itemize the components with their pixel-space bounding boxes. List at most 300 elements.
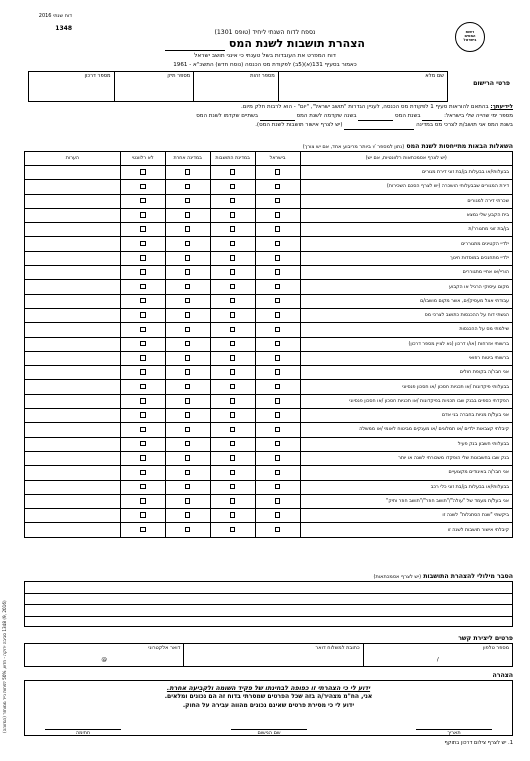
question-row <box>25 523 513 537</box>
checkbox-israel[interactable] <box>275 441 281 447</box>
checkbox-other-country[interactable] <box>185 312 191 318</box>
checkbox-treaty-country[interactable] <box>230 412 236 418</box>
checkbox-not-relevant[interactable] <box>140 298 146 304</box>
checkbox-israel[interactable] <box>275 284 281 290</box>
explanation-textarea[interactable] <box>24 581 513 627</box>
question-row <box>25 480 513 494</box>
residency-country-input[interactable] <box>344 129 414 130</box>
notes-input[interactable] <box>25 180 121 194</box>
checkbox-israel[interactable] <box>275 398 281 404</box>
cell-other-country <box>165 380 210 394</box>
cell-treaty-country <box>210 351 255 365</box>
cell-other-country <box>165 423 210 437</box>
question-row <box>25 351 513 365</box>
question-row <box>25 194 513 208</box>
question-text: ילדיי הקטינים מתגוררים <box>300 237 513 251</box>
checkbox-treaty-country[interactable] <box>230 455 236 461</box>
question-row <box>25 337 513 351</box>
checkbox-israel[interactable] <box>275 212 281 218</box>
passport-number-field[interactable]: מספר דרכון <box>84 73 111 79</box>
cell-other-country <box>165 494 210 508</box>
cell-not-relevant <box>120 323 165 337</box>
checkbox-israel[interactable] <box>275 226 281 232</box>
checkbox-other-country[interactable] <box>185 498 191 504</box>
side-note: (2016 ,9) 1348 סביבה ירוקה - חדש, 50% לפחות נייר ממוחזר (המזוהה) <box>2 600 7 733</box>
notes-input[interactable] <box>25 466 121 480</box>
cell-treaty-country <box>210 166 255 180</box>
checkbox-israel[interactable] <box>275 455 281 461</box>
explanation-line <box>25 594 512 606</box>
info-lead: לידיעתך: <box>490 104 513 110</box>
checkbox-israel[interactable] <box>275 255 281 261</box>
cell-not-relevant <box>120 423 165 437</box>
contact-box <box>24 643 513 667</box>
checkbox-treaty-country[interactable] <box>230 312 236 318</box>
checkbox-treaty-country[interactable] <box>230 484 236 490</box>
notes-input[interactable] <box>25 509 121 523</box>
question-text: הפקדתי כספים בבנק שבו תכניות בפיקדונות /או תכניות חסכון /או חסכון פנסיוני <box>300 394 513 408</box>
checkbox-not-relevant[interactable] <box>140 341 146 347</box>
cell-other-country <box>165 280 210 294</box>
checkbox-treaty-country[interactable] <box>230 427 236 433</box>
checkbox-treaty-country[interactable] <box>230 512 236 518</box>
cell-israel <box>255 323 300 337</box>
explanation-line <box>25 617 512 629</box>
checkbox-not-relevant[interactable] <box>140 498 146 504</box>
question-text: מקום עיסוקי הרגיל או הקבוע <box>300 280 513 294</box>
question-text: הוריי/או אחיי מתגוררים <box>300 266 513 280</box>
question-row <box>25 451 513 465</box>
notes-input[interactable] <box>25 394 121 408</box>
checkbox-israel[interactable] <box>275 241 281 247</box>
cell-israel <box>255 480 300 494</box>
checkbox-israel[interactable] <box>275 298 281 304</box>
checkbox-other-country[interactable] <box>185 441 191 447</box>
checkbox-israel[interactable] <box>275 327 281 333</box>
checkbox-israel[interactable] <box>275 312 281 318</box>
cell-other-country <box>165 208 210 222</box>
question-row <box>25 308 513 322</box>
cell-treaty-country <box>210 323 255 337</box>
cell-not-relevant <box>120 509 165 523</box>
question-row <box>25 223 513 237</box>
question-text: קיבלתי קצבאות ילדים /או תמלוגים /או מענקים מביטוח לאומי /או ממשלה <box>300 423 513 437</box>
notes-input[interactable] <box>25 223 121 237</box>
cell-treaty-country <box>210 251 255 265</box>
notes-input[interactable] <box>25 251 121 265</box>
notes-input[interactable] <box>25 380 121 394</box>
checkbox-not-relevant[interactable] <box>140 398 146 404</box>
legal-reference: כאמור בסעיף 131(א)(5ב) לפקודת מס הכנסה (נוסח חדש) התשכ"א - 1961 <box>173 62 357 68</box>
notes-input[interactable] <box>25 351 121 365</box>
checkbox-treaty-country[interactable] <box>230 369 236 375</box>
cell-israel <box>255 351 300 365</box>
checkbox-not-relevant[interactable] <box>140 355 146 361</box>
question-row <box>25 409 513 423</box>
checkbox-treaty-country[interactable] <box>230 284 236 290</box>
cell-treaty-country <box>210 437 255 451</box>
cell-treaty-country <box>210 194 255 208</box>
cell-not-relevant <box>120 480 165 494</box>
notes-input[interactable] <box>25 409 121 423</box>
question-text: ילדיי מתחנכים במוסדות חינוך <box>300 251 513 265</box>
checkbox-not-relevant[interactable] <box>140 255 146 261</box>
cell-treaty-country <box>210 409 255 423</box>
checkbox-other-country[interactable] <box>185 512 191 518</box>
explanation-line <box>25 582 512 594</box>
questions-table <box>24 151 513 538</box>
cell-israel <box>255 280 300 294</box>
checkbox-not-relevant[interactable] <box>140 312 146 318</box>
checkbox-israel[interactable] <box>275 369 281 375</box>
cell-israel <box>255 208 300 222</box>
cell-not-relevant <box>120 466 165 480</box>
checkbox-other-country[interactable] <box>185 341 191 347</box>
question-row <box>25 237 513 251</box>
checkbox-not-relevant[interactable] <box>140 198 146 204</box>
signature-slot[interactable]: חתימה <box>45 729 121 737</box>
id-number-field[interactable]: מספר זהות <box>193 72 278 101</box>
notes-input[interactable] <box>25 323 121 337</box>
notes-input[interactable] <box>25 166 121 180</box>
question-text: אני חבר/ה באיגודים מקצועיים <box>300 466 513 480</box>
checkbox-israel[interactable] <box>275 412 281 418</box>
checkbox-israel[interactable] <box>275 527 281 533</box>
cell-treaty-country <box>210 380 255 394</box>
checkbox-not-relevant[interactable] <box>140 184 146 190</box>
cell-israel <box>255 266 300 280</box>
cell-not-relevant <box>120 208 165 222</box>
cell-not-relevant <box>120 308 165 322</box>
question-row <box>25 251 513 265</box>
cell-israel <box>255 409 300 423</box>
footnote: 1. יש לצרף צילום דרכון בתוקף <box>444 740 513 746</box>
notes-input[interactable] <box>25 494 121 508</box>
cell-israel <box>255 237 300 251</box>
checkbox-other-country[interactable] <box>185 198 191 204</box>
phone-field[interactable]: מספר טלפון / <box>363 644 512 666</box>
question-text: אני בעל/ת מניות בחברה בני אדם <box>300 409 513 423</box>
checkbox-other-country[interactable] <box>185 184 191 190</box>
checkbox-treaty-country[interactable] <box>230 226 236 232</box>
appendix-line: נספח לדוח השנתי ליחיד (טופס 1301) <box>214 29 316 36</box>
cell-not-relevant <box>120 380 165 394</box>
cell-other-country <box>165 366 210 380</box>
cell-treaty-country <box>210 208 255 222</box>
date-signature-slot[interactable]: תאריך <box>416 729 492 737</box>
cell-other-country <box>165 337 210 351</box>
cell-not-relevant <box>120 437 165 451</box>
notes-input[interactable] <box>25 237 121 251</box>
cell-treaty-country <box>210 337 255 351</box>
notes-input[interactable] <box>25 194 121 208</box>
col-other-country: במדינה אחרת <box>165 152 210 166</box>
question-row <box>25 437 513 451</box>
checkbox-other-country[interactable] <box>185 298 191 304</box>
checkbox-other-country[interactable] <box>185 241 191 247</box>
checkbox-not-relevant[interactable] <box>140 327 146 333</box>
checkbox-other-country[interactable] <box>185 527 191 533</box>
question-text: בבעלותי פיקדונות /או תכניות חסכון /או חסכון פנסיוני <box>300 380 513 394</box>
checkbox-other-country[interactable] <box>185 169 191 175</box>
checkbox-not-relevant[interactable] <box>140 269 146 275</box>
cell-other-country <box>165 180 210 194</box>
checkbox-other-country[interactable] <box>185 455 191 461</box>
cell-other-country <box>165 237 210 251</box>
cell-other-country <box>165 351 210 365</box>
notes-input[interactable] <box>25 266 121 280</box>
checkbox-not-relevant[interactable] <box>140 527 146 533</box>
taxpayer-name-slot[interactable]: שם הנישום <box>231 729 307 737</box>
question-row <box>25 266 513 280</box>
checkbox-other-country[interactable] <box>185 470 191 476</box>
cell-treaty-country <box>210 423 255 437</box>
checkbox-other-country[interactable] <box>185 484 191 490</box>
checkbox-israel[interactable] <box>275 269 281 275</box>
checkbox-not-relevant[interactable] <box>140 169 146 175</box>
checkbox-not-relevant[interactable] <box>140 284 146 290</box>
cell-other-country <box>165 394 210 408</box>
cell-treaty-country <box>210 280 255 294</box>
notes-input[interactable] <box>25 208 121 222</box>
cell-israel <box>255 251 300 265</box>
file-number-field[interactable]: מספר תיק <box>114 72 194 101</box>
notes-input[interactable] <box>25 280 121 294</box>
question-row <box>25 423 513 437</box>
cell-other-country <box>165 451 210 465</box>
checkbox-not-relevant[interactable] <box>140 441 146 447</box>
checkbox-other-country[interactable] <box>185 269 191 275</box>
cell-not-relevant <box>120 266 165 280</box>
checkbox-treaty-country[interactable] <box>230 327 236 333</box>
checkbox-not-relevant[interactable] <box>140 412 146 418</box>
report-year: דוח שנתי 2016 <box>38 13 72 19</box>
checkbox-israel[interactable] <box>275 512 281 518</box>
declaration-line-2: אני, הח"מ מצהיר/ה בזה שכל הפרטים שמסרתי בדוח זה הם נכונים ומלאים. <box>164 693 373 700</box>
question-row <box>25 494 513 508</box>
cell-israel <box>255 380 300 394</box>
cell-not-relevant <box>120 194 165 208</box>
checkbox-not-relevant[interactable] <box>140 241 146 247</box>
cell-israel <box>255 451 300 465</box>
checkbox-not-relevant[interactable] <box>140 427 146 433</box>
checkbox-other-country[interactable] <box>185 412 191 418</box>
checkbox-treaty-country[interactable] <box>230 169 236 175</box>
form-number: 1348 <box>55 24 72 32</box>
question-text: אני בעל/ת מעמד של "עולה"/"תושב חוזר"/"תושב חוזר ותיק" <box>300 494 513 508</box>
question-text: אני חבר/ה בקופת חולים <box>300 366 513 380</box>
question-text: הגשתי דוח על ההכנסות כתושב לצרכי מס <box>300 308 513 322</box>
notes-input[interactable] <box>25 423 121 437</box>
checkbox-not-relevant[interactable] <box>140 484 146 490</box>
checkbox-other-country[interactable] <box>185 398 191 404</box>
questions-body <box>25 166 513 538</box>
cell-other-country <box>165 251 210 265</box>
checkbox-other-country[interactable] <box>185 369 191 375</box>
notes-input[interactable] <box>25 451 121 465</box>
cell-not-relevant <box>120 223 165 237</box>
question-text: שכרתי דירה למגורים <box>300 194 513 208</box>
checkbox-other-country[interactable] <box>185 226 191 232</box>
cell-israel <box>255 294 300 308</box>
checkbox-other-country[interactable] <box>185 427 191 433</box>
cell-israel <box>255 337 300 351</box>
checkbox-treaty-country[interactable] <box>230 398 236 404</box>
col-notes: הערות <box>25 152 121 166</box>
notes-input[interactable] <box>25 523 121 537</box>
checkbox-not-relevant[interactable] <box>140 455 146 461</box>
checkbox-israel[interactable] <box>275 427 281 433</box>
declaration-title: הצהרה <box>492 672 513 679</box>
question-row <box>25 280 513 294</box>
question-text: בן/בת זוגי מתגורר/ת <box>300 223 513 237</box>
cell-treaty-country <box>210 223 255 237</box>
checkbox-not-relevant[interactable] <box>140 470 146 476</box>
cell-treaty-country <box>210 294 255 308</box>
checkbox-treaty-country[interactable] <box>230 269 236 275</box>
checkbox-not-relevant[interactable] <box>140 369 146 375</box>
col-subject: (יש לצרף אסמכתאות רלוונטיות, אם יש) <box>300 152 513 166</box>
cell-israel <box>255 423 300 437</box>
question-text: קיבלתי אישור תושבות לשנה זו <box>300 523 513 537</box>
cell-other-country <box>165 466 210 480</box>
mailing-address-field[interactable]: כתובת למשלוח דואר <box>183 644 362 666</box>
cell-not-relevant <box>120 280 165 294</box>
cell-not-relevant <box>120 409 165 423</box>
cell-israel <box>255 394 300 408</box>
question-row <box>25 180 513 194</box>
notes-input[interactable] <box>25 480 121 494</box>
cell-other-country <box>165 509 210 523</box>
checkbox-treaty-country[interactable] <box>230 198 236 204</box>
col-treaty-country: במדינת התושבות <box>210 152 255 166</box>
question-row <box>25 208 513 222</box>
checkbox-israel[interactable] <box>275 341 281 347</box>
checkbox-treaty-country[interactable] <box>230 527 236 533</box>
checkbox-not-relevant[interactable] <box>140 212 146 218</box>
checkbox-israel[interactable] <box>275 169 281 175</box>
checkbox-treaty-country[interactable] <box>230 498 236 504</box>
checkbox-treaty-country[interactable] <box>230 298 236 304</box>
notes-input[interactable] <box>25 308 121 322</box>
cell-israel <box>255 494 300 508</box>
checkbox-israel[interactable] <box>275 355 281 361</box>
cell-other-country <box>165 266 210 280</box>
question-text: עבודתי אצל מעסיק/ים, אשר מקום מושבו/ם <box>300 294 513 308</box>
question-row <box>25 294 513 308</box>
full-name-field[interactable]: שם מלא <box>278 72 447 101</box>
cell-other-country <box>165 323 210 337</box>
cell-israel <box>255 523 300 537</box>
notes-input[interactable] <box>25 294 121 308</box>
page-title: הצהרת תושבות לשנת המס <box>0 38 530 51</box>
checkbox-treaty-country[interactable] <box>230 441 236 447</box>
cell-israel <box>255 509 300 523</box>
checkbox-not-relevant[interactable] <box>140 226 146 232</box>
question-text: בבעלותי/או בבעלות בן/בת זוגי דירת מגורים <box>300 166 513 180</box>
checkbox-other-country[interactable] <box>185 212 191 218</box>
checkbox-israel[interactable] <box>275 384 281 390</box>
checkbox-not-relevant[interactable] <box>140 512 146 518</box>
cell-treaty-country <box>210 451 255 465</box>
email-field[interactable]: דואר אלקטרוני @ <box>101 645 181 663</box>
checkbox-other-country[interactable] <box>185 355 191 361</box>
question-row <box>25 323 513 337</box>
checkbox-israel[interactable] <box>275 498 281 504</box>
question-row <box>25 466 513 480</box>
tax-authority-logo: רשות המסים בישראל <box>455 22 485 52</box>
registration-label: פרטי הרישום <box>473 80 510 87</box>
notes-input[interactable] <box>25 337 121 351</box>
cell-other-country <box>165 437 210 451</box>
cell-other-country <box>165 194 210 208</box>
checkbox-other-country[interactable] <box>185 255 191 261</box>
question-row <box>25 509 513 523</box>
checkbox-treaty-country[interactable] <box>230 470 236 476</box>
cell-not-relevant <box>120 180 165 194</box>
checkbox-israel[interactable] <box>275 484 281 490</box>
question-row <box>25 166 513 180</box>
contact-title: פרטים ליצירת קשר <box>458 635 513 642</box>
registration-box <box>28 71 448 102</box>
cell-israel <box>255 466 300 480</box>
cell-treaty-country <box>210 509 255 523</box>
checkbox-other-country[interactable] <box>185 327 191 333</box>
cell-treaty-country <box>210 466 255 480</box>
checkbox-treaty-country[interactable] <box>230 341 236 347</box>
col-israel: בישראל <box>255 152 300 166</box>
cell-treaty-country <box>210 394 255 408</box>
checkbox-not-relevant[interactable] <box>140 384 146 390</box>
checkbox-treaty-country[interactable] <box>230 241 236 247</box>
question-text: שילמתי מס על ההכנסות <box>300 323 513 337</box>
question-row <box>25 366 513 380</box>
cell-israel <box>255 166 300 180</box>
cell-treaty-country <box>210 237 255 251</box>
cell-not-relevant <box>120 351 165 365</box>
cell-not-relevant <box>120 337 165 351</box>
notes-input[interactable] <box>25 366 121 380</box>
checkbox-treaty-country[interactable] <box>230 184 236 190</box>
cell-israel <box>255 180 300 194</box>
checkbox-treaty-country[interactable] <box>230 355 236 361</box>
declaration-box <box>24 680 513 736</box>
cell-treaty-country <box>210 494 255 508</box>
notes-input[interactable] <box>25 437 121 451</box>
cell-other-country <box>165 480 210 494</box>
cell-other-country <box>165 294 210 308</box>
cell-not-relevant <box>120 251 165 265</box>
cell-not-relevant <box>120 451 165 465</box>
checkbox-treaty-country[interactable] <box>230 212 236 218</box>
question-text: בנק שבו בחשבונות שלי הופקדו משכורתי לשנה או יותר <box>300 451 513 465</box>
checkbox-israel[interactable] <box>275 198 281 204</box>
checkbox-israel[interactable] <box>275 470 281 476</box>
cell-not-relevant <box>120 166 165 180</box>
checkbox-treaty-country[interactable] <box>230 255 236 261</box>
question-row <box>25 394 513 408</box>
cell-not-relevant <box>120 494 165 508</box>
checkbox-treaty-country[interactable] <box>230 384 236 390</box>
checkbox-other-country[interactable] <box>185 384 191 390</box>
checkbox-israel[interactable] <box>275 184 281 190</box>
cell-other-country <box>165 223 210 237</box>
cell-treaty-country <box>210 180 255 194</box>
checkbox-other-country[interactable] <box>185 284 191 290</box>
cell-not-relevant <box>120 237 165 251</box>
cell-other-country <box>165 409 210 423</box>
cell-not-relevant <box>120 366 165 380</box>
